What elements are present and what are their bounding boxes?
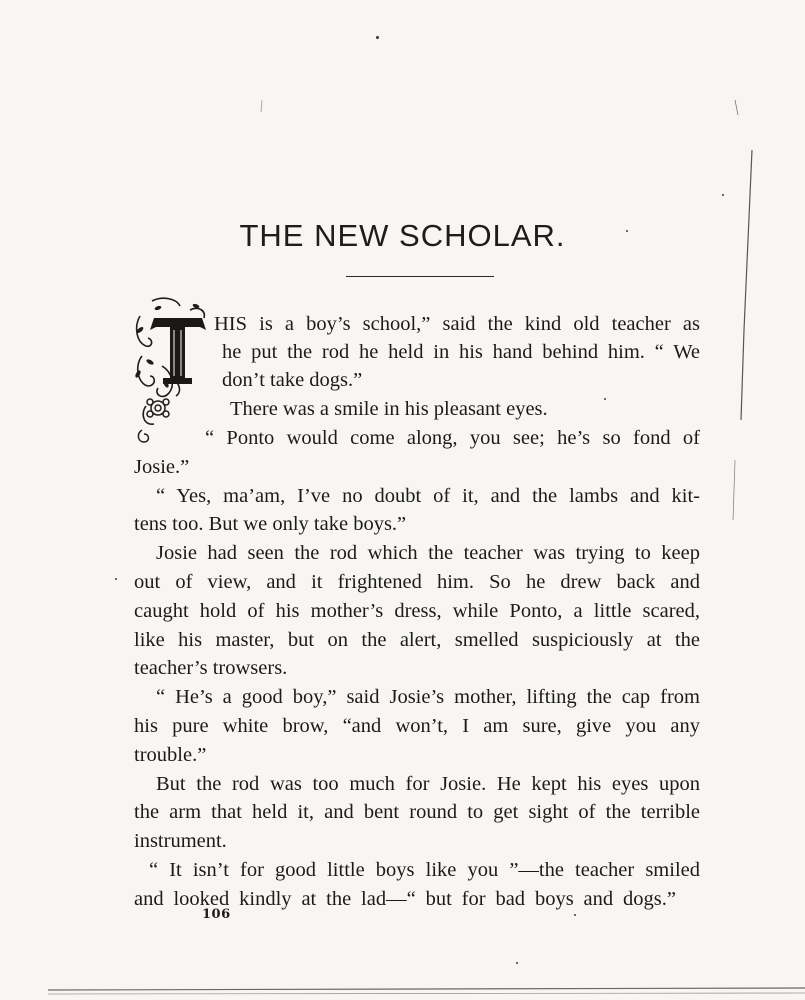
scan-speck [115,578,117,580]
text-line: instrument. [134,830,227,852]
text-line: and looked kindly at the lad—“ but for bad boys and dogs.” [134,888,676,910]
text-line: like his master, but on the alert, smelled suspiciously at the [134,629,700,651]
scan-speck [574,914,576,916]
text-line: “ Yes, ma’am, I’ve no doubt of it, and the lambs and kit- [156,485,700,507]
text-line: “ Ponto would come along, you see; he’s so fond of [205,427,700,449]
text-line: HIS is a boy’s school,” said the kind old teacher as [214,313,700,335]
scan-speck [722,194,724,196]
text-line: There was a smile in his pleasant eyes. [230,398,548,420]
text-line: out of view, and it frightened him. So he drew back and [134,571,700,593]
scan-speck [516,962,518,964]
scan-speck [626,230,628,232]
scan-speck [604,398,606,400]
text-line: tens too. But we only take boys.” [134,513,407,535]
text-line: teacher’s trowsers. [134,657,288,679]
text-line: don’t take dogs.” [222,369,363,391]
text-line: Josie.” [134,456,190,478]
text-line: trouble.” [134,744,207,766]
text-line: But the rod was too much for Josie. He kept his eyes upon [156,773,700,795]
page-number: 106 [202,907,231,922]
text-line: Josie had seen the rod which the teacher was trying to keep [156,542,700,564]
text-line: he put the rod he held in his hand behind him. “ We [222,341,700,363]
text-line: “ He’s a good boy,” said Josie’s mother, lifting the cap from [156,686,700,708]
text-line: “ It isn’t for good little boys like you ”—the teacher smiled [149,859,700,881]
text-line: the arm that held it, and bent round to get sight of the terrible [134,801,700,823]
text-line: his pure white brow, “and won’t, I am sure, give you any [134,715,700,737]
scan-speck [376,36,379,39]
chapter-title: THE NEW SCHOLAR. [239,218,566,253]
text-line: caught hold of his mother’s dress, while Ponto, a little scared, [134,600,700,622]
